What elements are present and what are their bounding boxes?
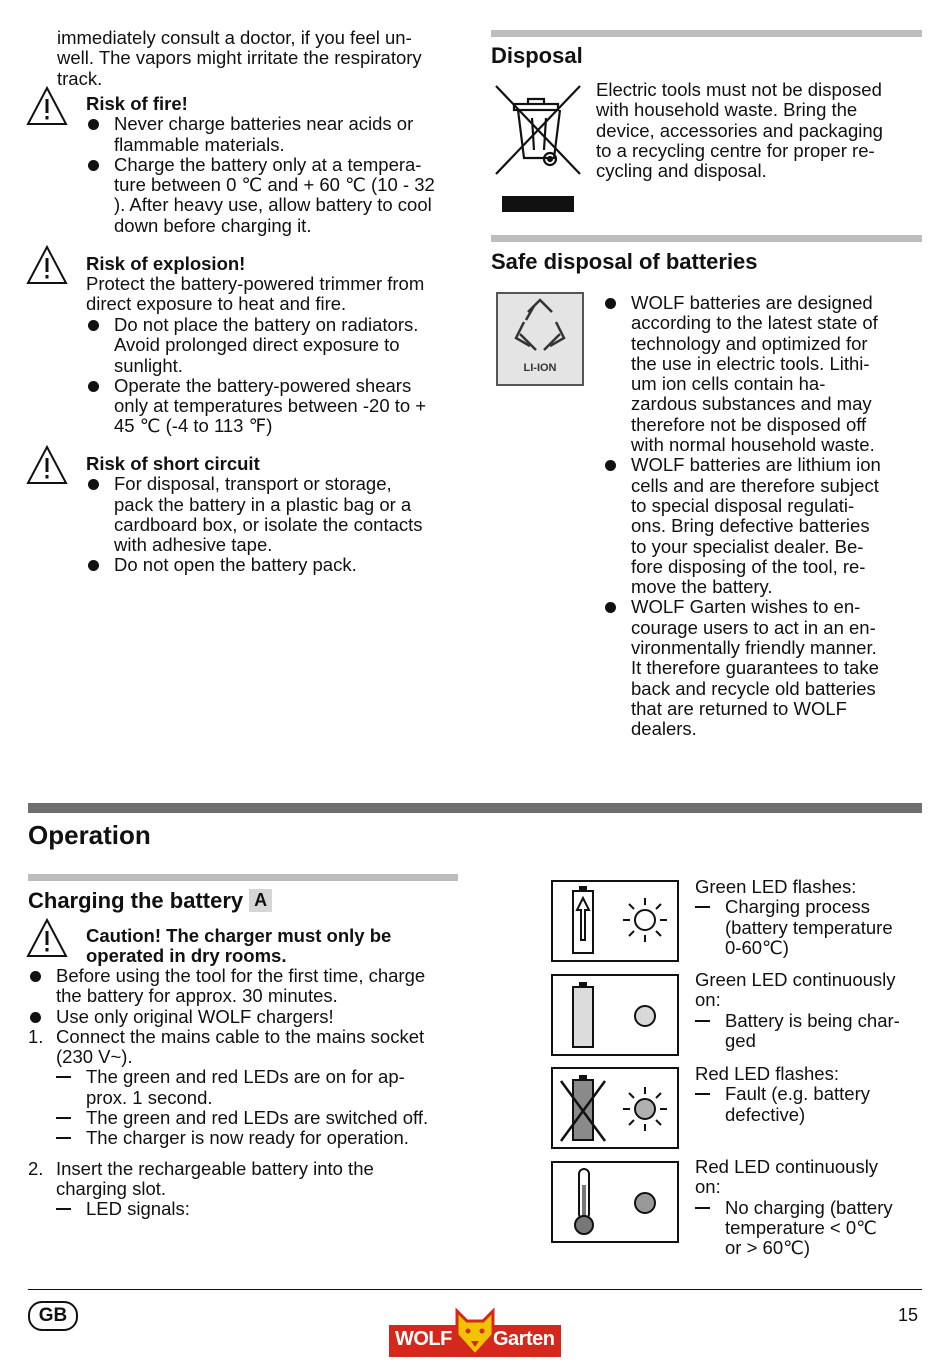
led-box-temperature	[551, 1161, 679, 1243]
text-line: only at temperatures between -20 to +	[114, 395, 427, 417]
figure-reference-badge: A	[249, 889, 272, 912]
led-signal-4	[695, 1157, 920, 1258]
text-line: sunlight.	[114, 354, 183, 376]
led-signal-1	[695, 877, 920, 958]
charging-title: Charging the battery	[28, 888, 244, 913]
text-line: Red LED flashes:	[695, 1063, 839, 1084]
risk-of-explosion-section	[86, 254, 466, 274]
text-line: courage users to act in an en-	[631, 616, 876, 638]
risk-of-short-circuit-section	[86, 454, 466, 576]
text-line: Green LED continuously	[695, 969, 896, 990]
text-line: with normal household waste.	[631, 434, 875, 456]
list-item	[86, 555, 466, 575]
charging-instructions	[28, 966, 468, 1220]
text-line: to a recycling centre for proper re-	[596, 139, 875, 161]
led-signal-3	[695, 1064, 920, 1125]
text-line: charging slot.	[56, 1177, 167, 1199]
disposal-title: Disposal	[491, 43, 583, 68]
list-item	[86, 474, 466, 555]
text-line: well. The vapors might irritate the respiratory	[57, 47, 422, 69]
text-line: 0-60℃)	[725, 936, 789, 958]
dash-item	[695, 1084, 920, 1125]
disposal-rule	[491, 30, 922, 37]
text-line: The green and red LEDs are switched off.	[86, 1107, 429, 1129]
text-line: (battery temperature	[725, 916, 893, 938]
led-signal-head	[695, 1157, 920, 1198]
dash-item	[695, 1198, 920, 1259]
text-line: Green LED flashes:	[695, 876, 857, 897]
step-text	[56, 1027, 468, 1068]
list-item	[28, 1007, 468, 1027]
text-line: vironmentally friendly manner.	[631, 637, 877, 659]
text-line: direct exposure to heat and fire.	[86, 293, 347, 315]
text-line: prox. 1 second.	[86, 1086, 213, 1108]
logo-text-garten: Garten	[493, 1328, 555, 1350]
dash-item	[56, 1199, 468, 1219]
explosion-bullets	[86, 315, 466, 437]
text-line: It therefore guarantees to take	[631, 657, 879, 679]
text-line: or > 60℃)	[725, 1237, 811, 1259]
text-line: Protect the battery-powered trimmer from	[86, 273, 425, 294]
text-line: cells and are therefore subject	[631, 474, 879, 496]
intro-text	[57, 28, 467, 89]
batteries-bullets	[603, 293, 913, 740]
text-line: the use in electric tools. Lithi-	[631, 352, 870, 374]
text-line: No charging (battery	[725, 1196, 893, 1218]
language-code: GB	[38, 1305, 68, 1326]
text-line: Charge the battery only at a tempera-	[114, 153, 422, 175]
text-line: operated in dry rooms.	[86, 945, 287, 967]
text-line: WOLF batteries are designed	[631, 292, 873, 313]
step-number: 1.	[28, 1025, 44, 1047]
step-text	[56, 1159, 468, 1200]
text-line: WOLF Garten wishes to en-	[631, 596, 861, 618]
text-line: on:	[695, 989, 721, 1011]
text-line: the battery for approx. 30 minutes.	[56, 985, 338, 1007]
explosion-intro	[86, 274, 466, 315]
text-line: ture between 0 ℃ and + 60 ℃ (10 - 32	[114, 174, 435, 196]
li-ion-recycling-icon	[496, 292, 584, 386]
dash-item	[56, 1128, 468, 1148]
text-line: move the battery.	[631, 576, 773, 598]
text-line: Do not place the battery on radiators.	[114, 314, 419, 335]
text-line: The charger is now ready for operation.	[86, 1127, 409, 1149]
list-item	[86, 315, 466, 376]
text-line: Insert the rechargeable battery into the	[56, 1157, 374, 1179]
list-item	[603, 455, 913, 597]
led-signal-head	[695, 970, 920, 1011]
text-line: ). After heavy use, allow battery to cool	[114, 194, 432, 216]
text-line: Operate the battery-powered shears	[114, 374, 412, 396]
text-line: 45 ℃ (-4 to 113 ℉)	[114, 415, 273, 437]
crossed-bin-icon	[494, 82, 584, 214]
warning-short-circuit-icon	[26, 445, 68, 485]
text-line: Avoid prolonged direct exposure to	[114, 334, 400, 356]
warning-caution-icon	[26, 918, 68, 958]
text-line: (230 V~).	[56, 1046, 133, 1068]
text-line: to special disposal regulati-	[631, 494, 855, 516]
led-signal-head	[695, 1064, 920, 1084]
risk-of-explosion-title: Risk of explosion!	[86, 253, 246, 274]
text-line: cycling and disposal.	[596, 160, 767, 182]
wolf-garten-logo	[389, 1307, 561, 1359]
text-line: Caution! The charger must only be	[86, 925, 392, 946]
text-line: Never charge batteries near acids or	[114, 113, 414, 135]
text-line: that are returned to WOLF	[631, 697, 847, 719]
list-item	[86, 155, 466, 236]
charging-title-row	[28, 888, 272, 914]
text-line: pack the battery in a plastic bag or a	[114, 493, 412, 515]
text-line: device, accessories and packaging	[596, 119, 883, 141]
list-item	[86, 376, 466, 437]
list-item	[603, 597, 913, 739]
list-item	[28, 966, 468, 1007]
risk-of-short-circuit-title: Risk of short circuit	[86, 453, 260, 474]
dash-item	[56, 1108, 468, 1128]
text-line: um ion cells contain ha-	[631, 373, 826, 395]
text-line: immediately consult a doctor, if you feel un-	[57, 27, 412, 48]
text-line: Fault (e.g. battery	[725, 1083, 870, 1105]
charging-rule	[28, 874, 458, 881]
risk-of-fire-title: Risk of fire!	[86, 93, 188, 114]
text-line: therefore not be disposed off	[631, 413, 867, 435]
dash-item	[695, 897, 920, 958]
text-line: track.	[57, 67, 103, 89]
language-badge	[28, 1301, 78, 1331]
led-signal-head	[695, 877, 920, 897]
text-line: The green and red LEDs are on for ap-	[86, 1066, 405, 1088]
wolf-head-icon	[453, 1307, 497, 1357]
list-item	[86, 114, 466, 155]
text-line: Electric tools must not be disposed	[596, 79, 882, 100]
dash-item	[56, 1067, 468, 1108]
disposal-text	[596, 80, 916, 181]
list-item	[603, 293, 913, 455]
text-line: Red LED continuously	[695, 1156, 879, 1177]
text-line: temperature < 0℃	[725, 1216, 877, 1238]
text-line: to your specialist dealer. Be-	[631, 535, 864, 557]
text-line: WOLF batteries are lithium ion	[631, 454, 881, 476]
text-line: LED signals:	[86, 1198, 190, 1220]
text-line: Connect the mains cable to the mains socket	[56, 1025, 425, 1047]
li-ion-label: LI-ION	[523, 362, 557, 374]
led-box-charged	[551, 974, 679, 1056]
operation-title: Operation	[28, 820, 151, 850]
text-line: ons. Bring defective batteries	[631, 515, 870, 537]
text-line: with adhesive tape.	[114, 534, 273, 556]
text-line: cardboard box, or isolate the contacts	[114, 513, 423, 535]
batteries-title: Safe disposal of batteries	[491, 249, 758, 274]
led-box-charging	[551, 880, 679, 962]
led-signal-2	[695, 970, 920, 1051]
footer-rule	[28, 1289, 922, 1290]
step-2	[28, 1159, 468, 1220]
batteries-rule	[491, 235, 922, 242]
page-number: 15	[898, 1305, 919, 1325]
text-line: ged	[725, 1029, 756, 1051]
caution-text	[86, 926, 466, 967]
text-line: flammable materials.	[114, 133, 285, 155]
text-line: down before charging it.	[114, 214, 312, 236]
text-line: zardous substances and may	[631, 393, 872, 415]
step-1	[28, 1027, 468, 1149]
step-number: 2.	[28, 1157, 44, 1179]
operation-rule	[28, 803, 922, 813]
text-line: technology and optimized for	[631, 332, 868, 354]
text-line: back and recycle old batteries	[631, 677, 876, 699]
warning-fire-icon	[26, 86, 68, 126]
text-line: on:	[695, 1176, 721, 1198]
text-line: For disposal, transport or storage,	[114, 473, 392, 495]
text-line: Battery is being char-	[725, 1009, 900, 1031]
text-line: with household waste. Bring the	[596, 99, 858, 121]
text-line: fore disposing of the tool, re-	[631, 555, 866, 577]
text-line: Before using the tool for the first time, charge	[56, 965, 426, 986]
logo-text-wolf: WOLF	[395, 1328, 452, 1350]
text-line: according to the latest state of	[631, 312, 878, 334]
text-line: Do not open the battery pack.	[114, 554, 357, 576]
warning-explosion-icon	[26, 245, 68, 285]
dash-item	[695, 1011, 920, 1052]
text-line: Charging process	[725, 896, 870, 918]
text-line: defective)	[725, 1103, 806, 1125]
text-line: Use only original WOLF chargers!	[56, 1005, 334, 1027]
text-line: dealers.	[631, 718, 697, 740]
risk-of-fire-section	[86, 94, 466, 236]
led-box-fault	[551, 1067, 679, 1149]
